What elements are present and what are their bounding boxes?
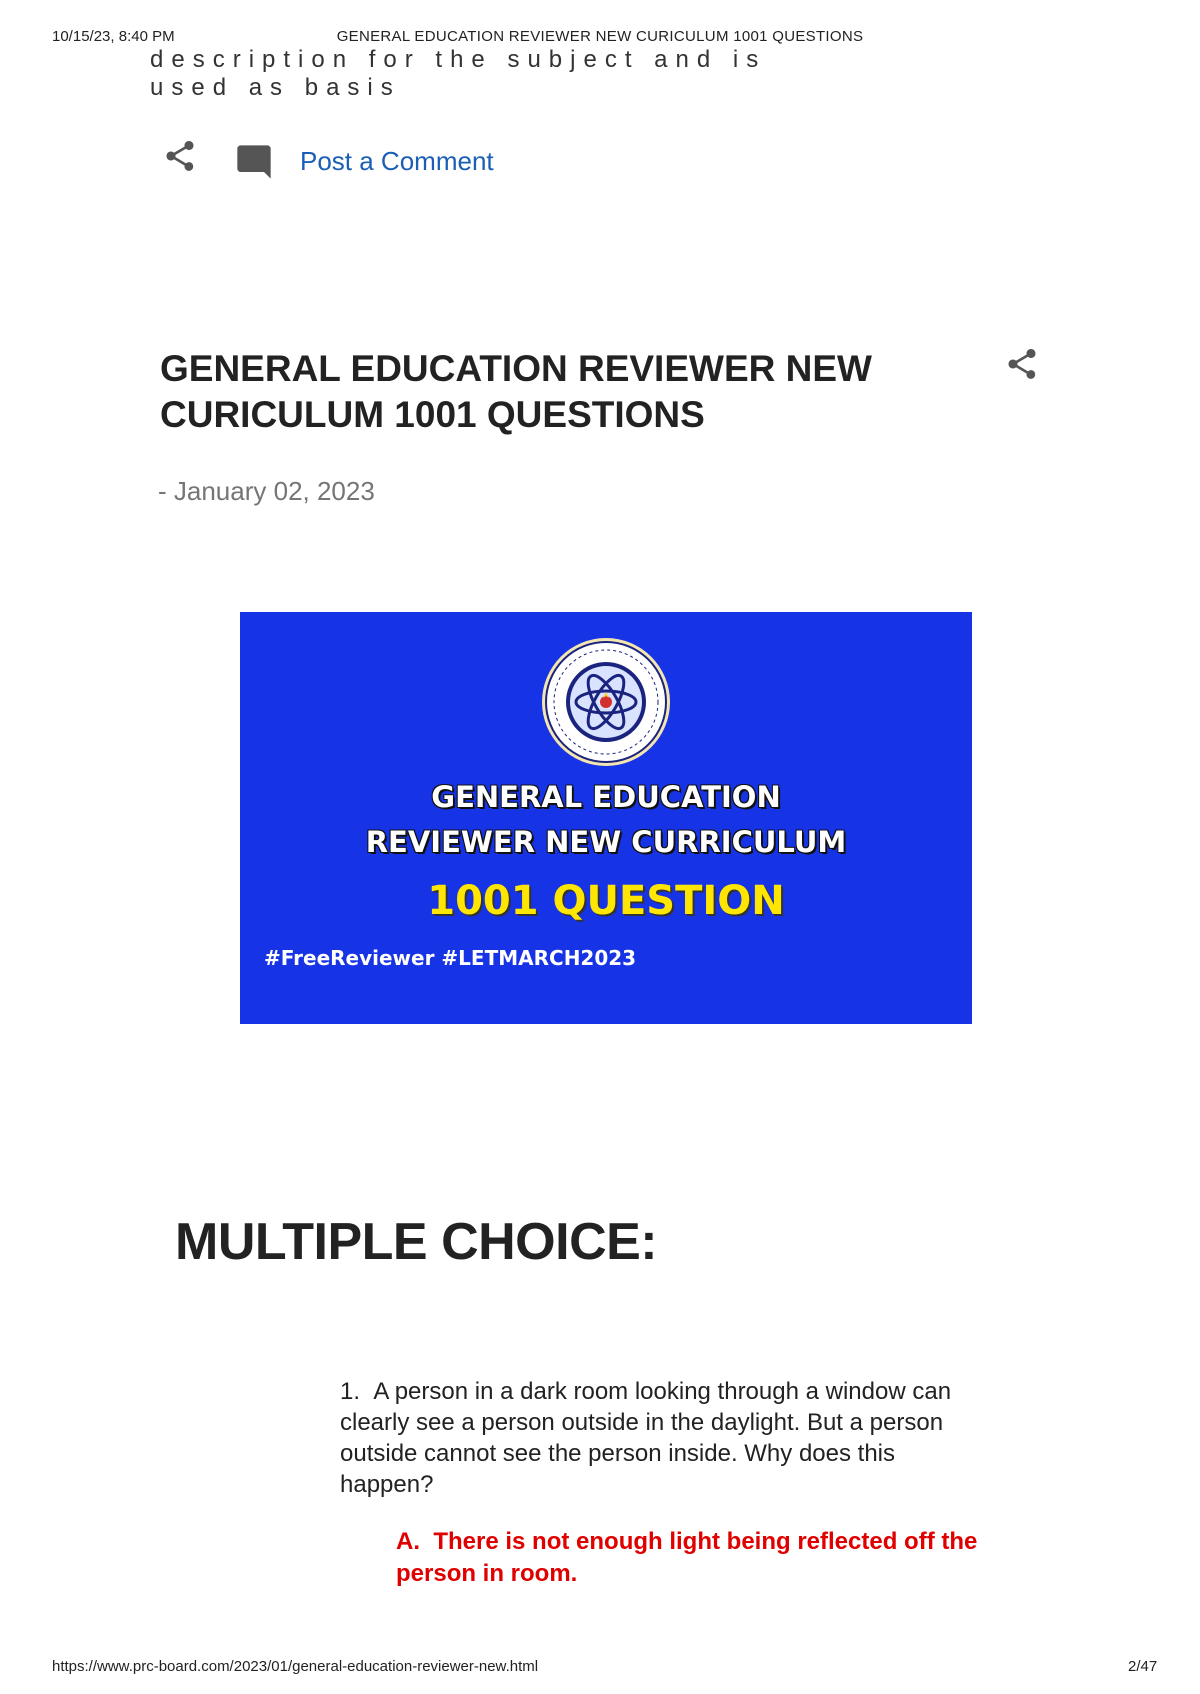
banner-line-1: GENERAL EDUCATION — [431, 780, 781, 814]
post-date: - January 02, 2023 — [158, 476, 375, 506]
print-footer-page: 2/47 — [1128, 1658, 1158, 1675]
cut-off-text-content: description for the subject and is used as basis — [150, 46, 767, 101]
section-heading: MULTIPLE CHOICE: — [175, 1213, 658, 1271]
banner-line-3: 1001 QUESTION — [427, 878, 785, 924]
cut-off-text — [150, 46, 810, 101]
post-banner-image — [240, 612, 972, 1024]
answer-letter: A. — [396, 1528, 420, 1555]
question-number: 1. — [340, 1378, 361, 1405]
comment-icon[interactable] — [234, 142, 274, 187]
question-text: A person in a dark room looking through a window can clearly see a person outside in the daylight. But a person outside cannot see the person inside. Why does this happen? — [340, 1378, 952, 1498]
share-icon[interactable] — [162, 138, 198, 179]
print-header-datetime: 10/15/23, 8:40 PM — [52, 28, 175, 45]
post-title: GENERAL EDUCATION REVIEWER NEW CURICULUM 1001 QUESTIONS — [160, 348, 872, 435]
prc-seal-logo — [540, 636, 672, 768]
banner-line-2: REVIEWER NEW CURRICULUM — [365, 825, 847, 859]
print-footer-url: https://www.prc-board.com/2023/01/general-education-reviewer-new.html — [52, 1658, 539, 1675]
post-comment-link[interactable]: Post a Comment — [300, 146, 494, 176]
print-header-title: GENERAL EDUCATION REVIEWER NEW CURICULUM 1001 QUESTIONS — [336, 28, 864, 45]
answer-text: There is not enough light being reflected off the person in room. — [396, 1528, 978, 1587]
answer-option-a — [396, 1526, 1036, 1590]
banner-hashtags: #FreeReviewer #LETMARCH2023 — [264, 946, 637, 970]
question-1 — [340, 1376, 990, 1500]
share-icon[interactable] — [1004, 346, 1040, 387]
